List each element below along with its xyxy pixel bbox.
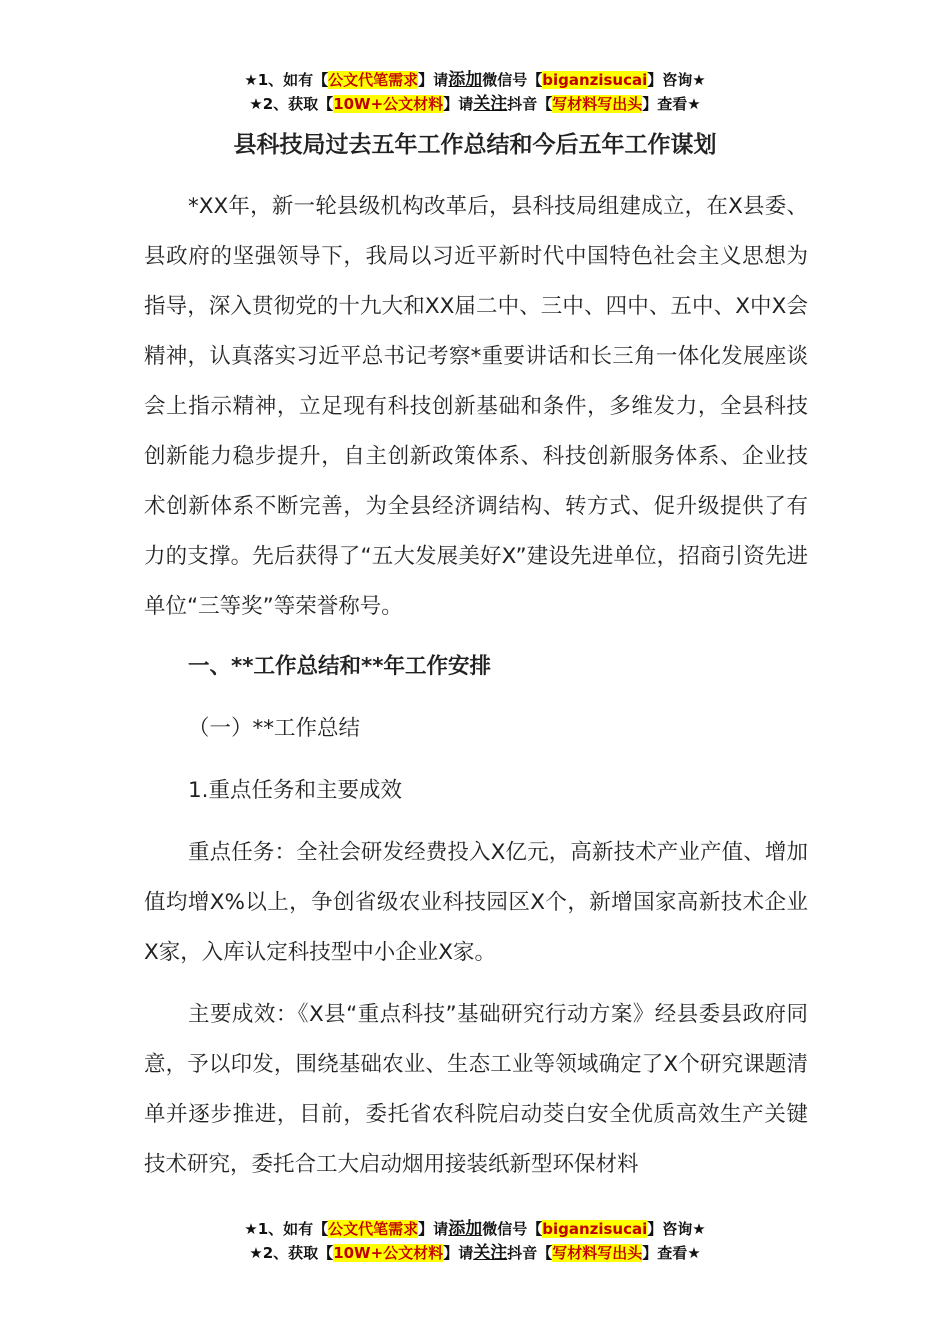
underline-add: 添加 — [448, 1219, 483, 1239]
promo-line-1: ★1、如有【公文代笔需求】请添加微信号【biganzisucai】咨询★ — [244, 1219, 706, 1239]
highlight-douyin-id: 写材料写出头 — [552, 95, 643, 113]
highlight-materials: 10W+公文材料 — [333, 95, 444, 113]
highlight-douyin-id: 写材料写出头 — [552, 1244, 643, 1262]
highlight-ghostwriting: 公文代笔需求 — [328, 1220, 419, 1238]
highlight-materials: 10W+公文材料 — [333, 1244, 444, 1262]
document-title: 县科技局过去五年工作总结和今后五年工作谋划 — [233, 132, 717, 158]
key-tasks-paragraph: 重点任务：全社会研发经费投入X亿元，高新技术产业产值、增加值均增X%以上，争创省级农业科技园区X个，新增国家高新技术企业X家，入库认定科技型中小企业X家。 — [144, 840, 808, 965]
footer-promo-banner — [0, 1217, 950, 1265]
highlight-wechat-id: biganzisucai — [542, 71, 648, 89]
promo-line-1: ★1、如有【公文代笔需求】请添加微信号【biganzisucai】咨询★ — [244, 70, 706, 90]
section-heading-2: （一）**工作总结 — [188, 716, 361, 741]
underline-add: 添加 — [448, 70, 483, 90]
intro-paragraph: *XX年，新一轮县级机构改革后，县科技局组建成立，在X县委、县政府的坚强领导下，我局以习近平新时代中国特色社会主义思想为指导，深入贯彻党的十九大和XX届二中、三中、四中、五中、X中X会精神，认真落实习近平总书记考察*重要讲话和长三角一体化发展座谈会上指示精神，立足现有科技创新基础和条件，多维发力，全县科技创新能力稳步提升，自主创新政策体系、科技创新服务体系、企业技术创新体系不断完善，为全县经济调结构、转方式、促升级提供了有力的支撑。先后获得了“五大发展美好X”建设先进单位，招商引资先进单位“三等奖”等荣誉称号。 — [144, 194, 808, 619]
header-promo-banner — [0, 68, 950, 116]
main-results-paragraph: 主要成效：《X县“重点科技”基础研究行动方案》经县委县政府同意，予以印发，围绕基础农业、生态工业等领域确定了X个研究课题清单并逐步推进，目前，委托省农科院启动茭白安全优质高效生产关键技术研究，委托合工大启动烟用接装纸新型环保材料 — [144, 1002, 808, 1177]
promo-line-2: ★2、获取【10W+公文材料】请关注抖音【写材料写出头】查看★ — [249, 1243, 701, 1263]
section-heading-1: 一、**工作总结和**年工作安排 — [188, 654, 491, 679]
highlight-ghostwriting: 公文代笔需求 — [328, 71, 419, 89]
section-heading-3: 1.重点任务和主要成效 — [188, 778, 403, 803]
underline-follow: 关注 — [473, 1243, 508, 1263]
underline-follow: 关注 — [473, 94, 508, 114]
promo-line-2: ★2、获取【10W+公文材料】请关注抖音【写材料写出头】查看★ — [249, 94, 701, 114]
highlight-wechat-id: biganzisucai — [542, 1220, 648, 1238]
